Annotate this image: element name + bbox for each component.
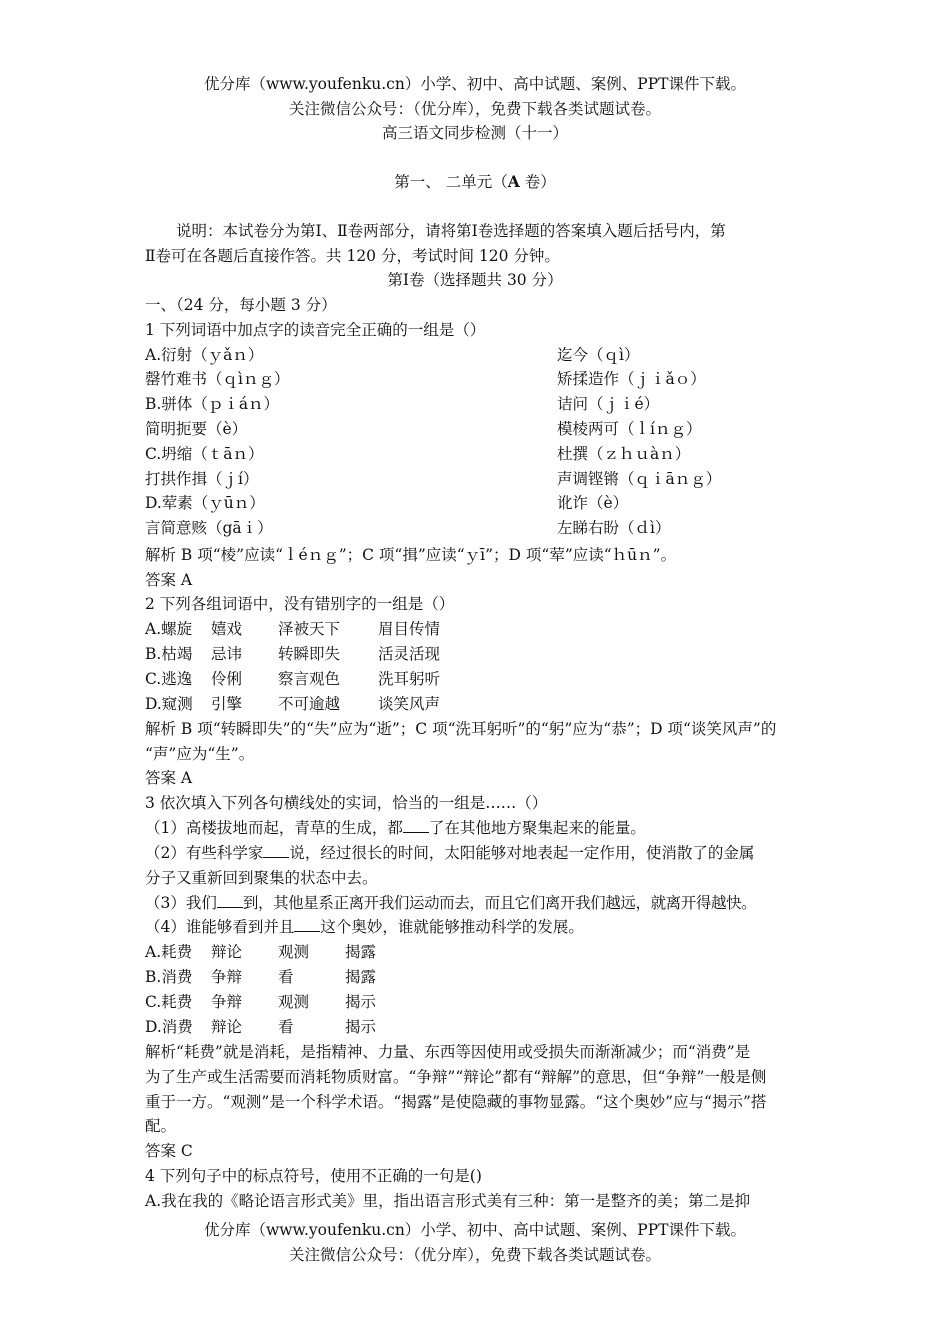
q3-sentence-3 <box>145 893 820 913</box>
q2-cell: D.窥测 <box>145 695 193 713</box>
q1-row <box>145 345 820 365</box>
q2-option <box>145 694 820 714</box>
q3-option <box>145 1017 820 1037</box>
q1-stem: 1 下列词语中加点字的读音完全正确的一组是（） <box>145 321 486 339</box>
q1-cell: 简明扼要（è） <box>145 420 248 438</box>
q3-text: 说，经过很长的时间，太阳能够对地表起一定作用，使消散了的金属 <box>289 844 755 862</box>
q1-row <box>145 444 820 464</box>
q1-row <box>145 369 820 389</box>
q1-row <box>145 419 820 439</box>
q2-analysis-line-1: 解析 B 项“转瞬即失”的“失”应为“逝”；C 项“洗耳躬听”的“躬”应为“恭”；D 项“谈笑风声”的 <box>145 720 777 738</box>
q3-option <box>145 967 820 987</box>
q3-sentence-2-cont: 分子又重新回到聚集的状态中去。 <box>145 869 378 887</box>
q1-row <box>145 518 820 538</box>
q1-cell: 矫揉造作（ｊｉǎｏ） <box>557 370 706 388</box>
q3-text: 了在其他地方聚集起来的能量。 <box>428 819 646 837</box>
q2-cell: C.逃逸 <box>145 670 193 688</box>
q3-analysis-line-4: 配。 <box>145 1117 177 1135</box>
q3-text: （3）我们 <box>145 894 217 912</box>
q3-text: （4）谁能够看到并且 <box>145 918 295 936</box>
subtitle-text-c: 卷） <box>519 173 556 191</box>
q1-answer: 答案 A <box>145 571 193 589</box>
q4-option-a: A.我在我的《略论语言形式美》里，指出语言形式美有三种：第一是整齐的美；第二是抑 <box>145 1192 751 1210</box>
q3-text: （2）有些科学家 <box>145 844 264 862</box>
q3-cell: 辩论 <box>211 1018 243 1036</box>
q2-cell: 洗耳躬听 <box>378 670 441 688</box>
exam-title: 高三语文同步检测（十一） <box>381 124 568 142</box>
q2-cell: 谈笑风声 <box>378 695 441 713</box>
q2-cell: A.螺旋 <box>145 620 193 638</box>
q1-cell: 声调铿锵（ｑｉāｎｇ） <box>557 470 722 488</box>
q2-cell: 察言观色 <box>278 670 341 688</box>
q3-cell: 揭示 <box>345 993 377 1011</box>
q3-cell: 争辩 <box>211 968 243 986</box>
q1-cell: D.荤素（ｙūｎ） <box>145 494 265 512</box>
q1-cell: 杜撰（ｚｈｕàｎ） <box>557 445 691 463</box>
q1-cell: 罄竹难书（ｑìｎｇ） <box>145 370 290 388</box>
q1-cell: 诘问（ｊｉé） <box>557 395 660 413</box>
q3-analysis-line-2: 为了生产或生活需要而消耗物质财富。“争辩”“辩论”都有“辩解”的意思，但“争辩”一般是侧 <box>145 1068 767 1086</box>
q3-analysis-line-3: 重于一方。“观测”是一个科学术语。“揭露”是使隐藏的事物显露。“这个奥妙”应与“揭示”搭 <box>145 1093 767 1111</box>
q2-cell: 眉目传情 <box>378 620 441 638</box>
q2-cell: 泽被天下 <box>278 620 341 638</box>
fill-blank <box>294 917 320 932</box>
q3-sentence-2 <box>145 843 820 863</box>
q1-cell: C.坍缩（ｔāｎ） <box>145 445 264 463</box>
q2-cell: 转瞬即失 <box>278 645 341 663</box>
q3-text: （1）高楼拔地而起，青草的生成，都 <box>145 819 403 837</box>
exam-subtitle <box>0 172 950 192</box>
q3-option <box>145 942 820 962</box>
q3-stem: 3 依次填入下列各句横线处的实词，恰当的一组是……（） <box>145 794 548 812</box>
q3-cell: 观测 <box>278 943 310 961</box>
q3-cell: C.耗费 <box>145 993 193 1011</box>
header-line-2: 关注微信公众号：（优分库），免费下载各类试题试卷。 <box>288 100 661 118</box>
subtitle-text-a: 第一、 二单元（ <box>394 173 508 191</box>
q3-option <box>145 992 820 1012</box>
q3-cell: A.耗费 <box>145 943 193 961</box>
intro-note-line-1: 说明：本试卷分为第Ⅰ、Ⅱ卷两部分，请将第Ⅰ卷选择题的答案填入题后括号内，第 <box>176 222 726 240</box>
q3-cell: 辩论 <box>211 943 243 961</box>
section-1-heading: 一、（24 分，每小题 3 分） <box>145 296 337 314</box>
q2-option <box>145 669 820 689</box>
q2-cell: 忌讳 <box>211 645 243 663</box>
q3-cell: B.消费 <box>145 968 193 986</box>
fill-blank <box>217 893 243 908</box>
q3-cell: 看 <box>278 1018 294 1036</box>
q2-cell: 伶俐 <box>211 670 243 688</box>
q2-stem: 2 下列各组词语中，没有错别字的一组是（） <box>145 595 455 613</box>
header-line-1: 优分库（www.youfenku.cn）小学、初中、高中试题、案例、PPT课件下载。 <box>203 75 747 93</box>
q3-cell: 争辩 <box>211 993 243 1011</box>
q1-row <box>145 493 820 513</box>
footer-line-1: 优分库（www.youfenku.cn）小学、初中、高中试题、案例、PPT课件下载。 <box>203 1221 747 1239</box>
intro-note-line-2: Ⅱ卷可在各题后直接作答。共 120 分，考试时间 120 分钟。 <box>145 247 560 265</box>
q3-cell: 看 <box>278 968 294 986</box>
part1-title: 第Ⅰ卷（选择题共 30 分） <box>387 271 563 289</box>
fill-blank <box>263 843 289 858</box>
q3-cell: D.消费 <box>145 1018 193 1036</box>
q1-cell: 迄今（ｑì） <box>557 346 640 364</box>
q1-analysis: 解析 B 项“棱”应读“ｌéｎｇ”；C 项“揖”应读“ｙī”；D 项“荤”应读“ｈūｎ”。 <box>145 546 677 564</box>
q3-text: 这个奥妙，谁就能够推动科学的发展。 <box>320 918 584 936</box>
q2-cell: 嬉戏 <box>211 620 243 638</box>
q2-cell: 不可逾越 <box>278 695 341 713</box>
q3-cell: 观测 <box>278 993 310 1011</box>
q2-answer: 答案 A <box>145 769 193 787</box>
q2-analysis-line-2: “声”应为“生”。 <box>145 745 255 763</box>
q4-stem: 4 下列句子中的标点符号，使用不正确的一句是() <box>145 1167 482 1185</box>
q3-cell: 揭露 <box>345 968 377 986</box>
q2-option <box>145 619 820 639</box>
q3-cell: 揭示 <box>345 1018 377 1036</box>
q1-cell: 左睇右盼（ｄì） <box>557 519 671 537</box>
q1-cell: B.骈体（ｐｉáｎ） <box>145 395 280 413</box>
q3-sentence-4 <box>145 917 820 937</box>
q1-cell: A.衍射（ｙǎｎ） <box>145 346 264 364</box>
q1-cell: 模棱两可（ｌíｎｇ） <box>557 420 702 438</box>
q1-cell: 打拱作揖（ｊí） <box>145 470 259 488</box>
q2-cell: 引擎 <box>211 695 243 713</box>
q3-analysis-line-1: 解析“耗费”就是消耗，是指精神、力量、东西等因使用或受损失而渐渐减少；而“消费”是 <box>145 1043 751 1061</box>
q1-row <box>145 469 820 489</box>
q3-answer: 答案 C <box>145 1142 193 1160</box>
q2-cell: 活灵活现 <box>378 645 441 663</box>
fill-blank <box>403 818 429 833</box>
q1-row <box>145 394 820 414</box>
q1-cell: 言简意赅（gāｉ） <box>145 519 273 537</box>
q1-cell: 讹诈（è） <box>557 494 629 512</box>
footer-line-2: 关注微信公众号：（优分库），免费下载各类试题试卷。 <box>288 1246 661 1264</box>
q3-sentence-1 <box>145 818 820 838</box>
q2-option <box>145 644 820 664</box>
q2-cell: B.枯竭 <box>145 645 193 663</box>
q3-cell: 揭露 <box>345 943 377 961</box>
subtitle-text-b: A <box>507 172 520 191</box>
q3-text: 到，其他星系正离开我们运动而去，而且它们离开我们越远，就离开得越快。 <box>242 894 757 912</box>
